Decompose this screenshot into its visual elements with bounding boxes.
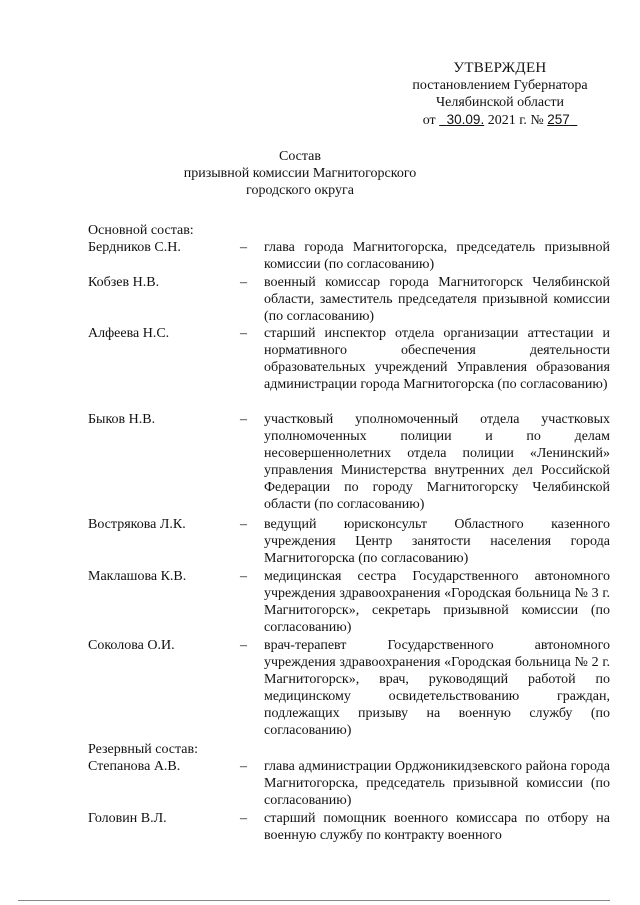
member-dash: –: [240, 638, 247, 653]
member-name: Алфеева Н.С.: [88, 326, 170, 341]
member-role: старший инспектор отдела организации аттестации и нормативного обеспечения деятельности образовательных учреждений Управления образования администрации города Магнитогорска (по согласованию): [264, 326, 610, 392]
date-prefix: от: [422, 113, 436, 128]
date-suffix: 2021 г. №: [487, 113, 544, 128]
member-dash: –: [240, 569, 247, 584]
member-name: Головин В.Л.: [88, 811, 167, 826]
reserve-section-label: Резервный состав:: [88, 742, 199, 757]
document-heading: [170, 148, 430, 199]
member-role: медицинская сестра Государственного автономного учреждения здравоохранения «Городская больница № 3 г. Магнитогорск», секретарь призывной комиссии (по согласованию): [264, 569, 610, 635]
member-name: Бердников С.Н.: [88, 240, 181, 255]
heading-line-3: городского округа: [246, 183, 354, 198]
member-role: врач-терапевт Государственного автономного учреждения здравоохранения «Городская больница № 2 г. Магнитогорск», врач, руководящий работой по медицинскому освидетельствованию граждан, подлежащих призыву на военную службу (по согласованию): [264, 638, 610, 738]
member-role: старший помощник военного комиссара по отбору на военную службу по контракту военного: [264, 811, 610, 843]
member-name: Вострякова Л.К.: [88, 517, 186, 532]
member-role: глава города Магнитогорска, председатель призывной комиссии (по согласованию): [264, 240, 610, 272]
approval-dateline: [395, 111, 605, 129]
approval-line-1: постановлением Губернатора: [412, 78, 588, 93]
member-name: Степанова А.В.: [88, 759, 181, 774]
member-role: глава администрации Орджоникидзевского района города Магнитогорска, председатель призывной комиссии (по согласованию): [264, 759, 610, 808]
approval-line-2: Челябинской области: [436, 95, 564, 110]
page-bottom-rule: [18, 900, 610, 901]
member-dash: –: [240, 275, 247, 290]
member-dash: –: [240, 326, 247, 341]
member-name: Кобзев Н.В.: [88, 275, 160, 290]
member-role: ведущий юрисконсульт Областного казенного учреждения Центр занятости населения города Магнитогорска (по согласованию): [264, 517, 610, 566]
approval-date: [439, 112, 484, 127]
member-role: участковый уполномоченный отдела участковых уполномоченных полиции и по делам несовершеннолетних отдела полиции «Ленинский» управления Министерства внутренних дел Российской Федерации по городу Магнитогорску Челябинской области (по согласованию): [264, 412, 610, 512]
approval-stamp: [395, 60, 605, 129]
approval-number: [547, 112, 577, 127]
member-name: Маклашова К.В.: [88, 569, 187, 584]
heading-line-1: Состав: [278, 149, 321, 164]
approval-number-value: 257: [547, 112, 570, 127]
member-name: Соколова О.И.: [88, 638, 175, 653]
approval-title: УТВЕРЖДЕН: [453, 60, 547, 76]
main-section-label: Основной состав:: [88, 223, 194, 238]
member-dash: –: [240, 759, 247, 774]
member-dash: –: [240, 811, 247, 826]
member-dash: –: [240, 517, 247, 532]
approval-date-value: 30.09.: [446, 112, 485, 127]
member-dash: –: [240, 240, 247, 255]
heading-line-2: призывной комиссии Магнитогорского: [183, 166, 417, 181]
member-name: Быков Н.В.: [88, 412, 156, 427]
member-dash: –: [240, 412, 247, 427]
member-role: военный комиссар города Магнитогорск Челябинской области, заместитель председателя призывной комиссии (по согласованию): [264, 275, 610, 324]
